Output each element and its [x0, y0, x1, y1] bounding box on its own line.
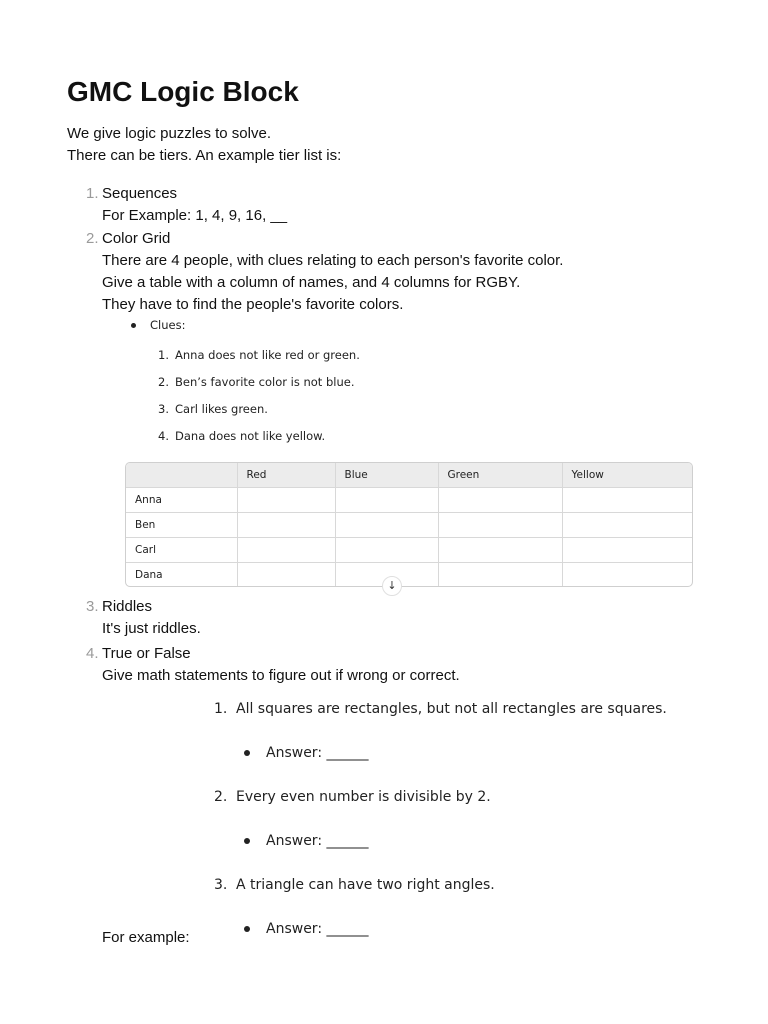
table-cell	[438, 488, 562, 513]
tf-3-number: 3.	[214, 877, 228, 893]
intro-line-1: We give logic puzzles to solve.	[67, 125, 271, 142]
table-cell	[562, 513, 692, 538]
table-header-blue: Blue	[335, 463, 438, 488]
tf-3-answer: Answer: ______	[266, 921, 369, 937]
tier-1-number: 1.	[86, 185, 99, 202]
clue-2-number: 2.	[158, 375, 169, 389]
table-cell	[562, 538, 692, 563]
table-header-red: Red	[237, 463, 335, 488]
tier-4-number: 4.	[86, 645, 99, 662]
table-row	[126, 563, 692, 588]
clue-1-number: 1.	[158, 348, 169, 362]
tf-2-bullet	[244, 838, 250, 844]
tier-2-name: Color Grid	[102, 230, 171, 247]
tier-1-line-1: For Example: 1, 4, 9, 16, __	[102, 207, 288, 224]
for-example-label: For example:	[102, 929, 190, 946]
tf-3-statement: A triangle can have two right angles.	[236, 877, 495, 893]
tier-3-number: 3.	[86, 598, 99, 615]
table-header-green: Green	[438, 463, 562, 488]
tier-4-line-1: Give math statements to figure out if wrong or correct.	[102, 667, 460, 684]
table-cell	[562, 563, 692, 588]
clues-heading: Clues:	[150, 318, 186, 332]
table-header-yellow: Yellow	[562, 463, 692, 488]
table-cell	[237, 513, 335, 538]
clue-4-text: Dana does not like yellow.	[175, 429, 326, 443]
table-cell	[335, 513, 438, 538]
tf-1-statement: All squares are rectangles, but not all rectangles are squares.	[236, 701, 667, 717]
table-cell	[237, 563, 335, 588]
tier-2-number: 2.	[86, 230, 99, 247]
table-cell	[562, 488, 692, 513]
table-cell	[335, 488, 438, 513]
table-cell	[335, 538, 438, 563]
tf-2-answer: Answer: ______	[266, 833, 369, 849]
clue-3-number: 3.	[158, 402, 169, 416]
table-row	[126, 538, 692, 563]
clue-3-text: Carl likes green.	[175, 402, 268, 416]
clues-bullet	[131, 323, 136, 328]
tier-3-line-1: It's just riddles.	[102, 620, 201, 637]
color-grid-table	[125, 462, 693, 587]
table-row-name-dana: Dana	[126, 563, 237, 588]
table-row-name-anna: Anna	[126, 488, 237, 513]
table-cell	[237, 538, 335, 563]
tf-3-bullet	[244, 926, 250, 932]
scroll-down-icon[interactable]: ↓	[382, 576, 402, 596]
tf-1-bullet	[244, 750, 250, 756]
tf-1-number: 1.	[214, 701, 228, 717]
table-cell	[438, 538, 562, 563]
table-header-row	[126, 463, 692, 488]
clue-4-number: 4.	[158, 429, 169, 443]
intro-line-2: There can be tiers. An example tier list is:	[67, 147, 342, 164]
table-row-name-carl: Carl	[126, 538, 237, 563]
tier-3-name: Riddles	[102, 598, 153, 615]
page-title: GMC Logic Block	[67, 76, 299, 107]
table-row-name-ben: Ben	[126, 513, 237, 538]
tf-2-statement: Every even number is divisible by 2.	[236, 789, 491, 805]
tier-2-line-1: There are 4 people, with clues relating to each person's favorite color.	[102, 252, 564, 269]
clue-2-text: Ben’s favorite color is not blue.	[175, 375, 355, 389]
tf-1-answer: Answer: ______	[266, 745, 369, 761]
clue-1-text: Anna does not like red or green.	[175, 348, 360, 362]
table-header-corner	[126, 463, 237, 488]
tier-4-name: True or False	[102, 645, 191, 662]
table-row	[126, 513, 692, 538]
tf-2-number: 2.	[214, 789, 228, 805]
tier-1-name: Sequences	[102, 185, 178, 202]
table-cell	[237, 488, 335, 513]
tier-2-line-3: They have to find the people's favorite colors.	[102, 296, 404, 313]
table-row	[126, 488, 692, 513]
table-cell	[438, 563, 562, 588]
table-cell	[438, 513, 562, 538]
tier-2-line-2: Give a table with a column of names, and 4 columns for RGBY.	[102, 274, 521, 291]
